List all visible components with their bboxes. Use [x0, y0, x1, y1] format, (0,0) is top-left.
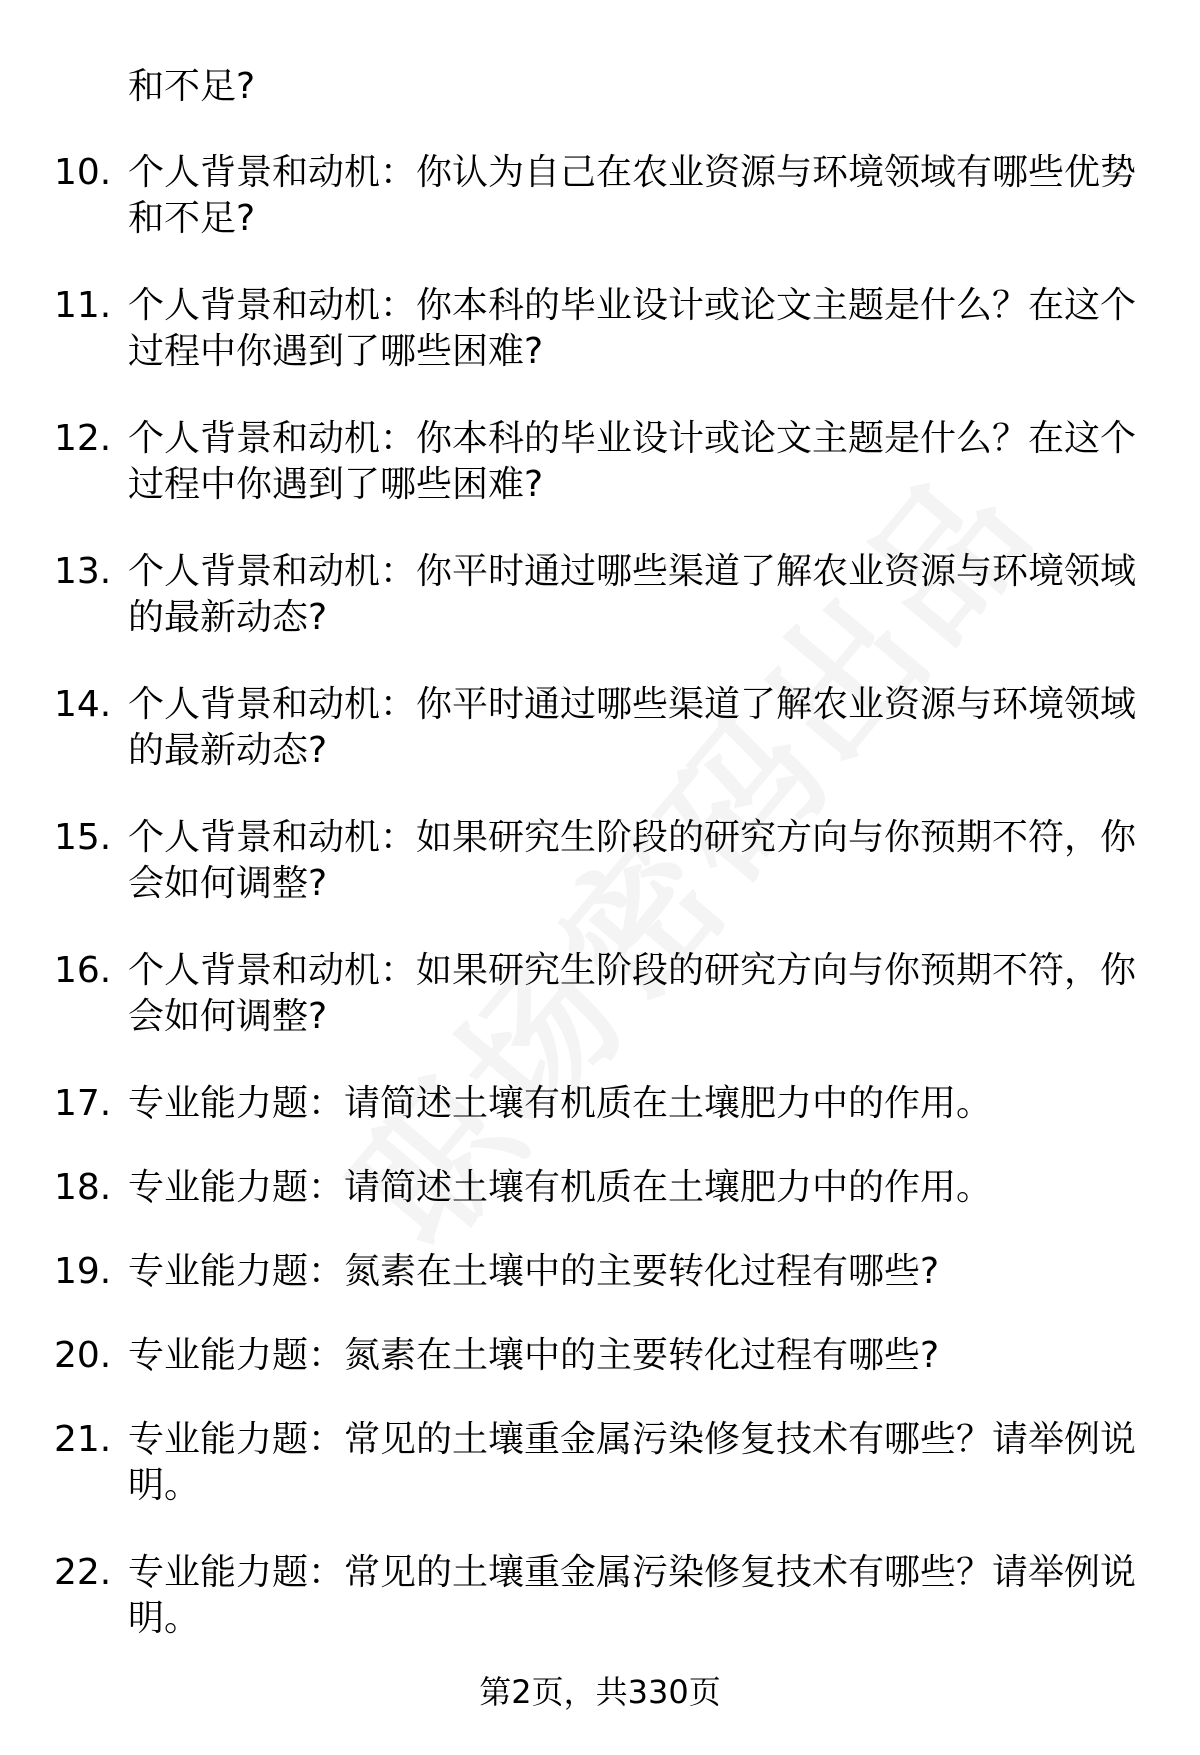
question-number: 18.: [54, 1167, 112, 1208]
question-text: 个人背景和动机：你本科的毕业设计或论文主题是什么？在这个过程中你遇到了哪些困难?: [128, 285, 1137, 372]
question-text: 个人背景和动机：你平时通过哪些渠道了解农业资源与环境领域的最新动态?: [128, 684, 1137, 771]
question-number: 13.: [54, 551, 112, 592]
question-text: 专业能力题：常见的土壤重金属污染修复技术有哪些？请举例说明。: [128, 1552, 1137, 1639]
question-number: 22.: [54, 1552, 112, 1593]
question-number: 21.: [54, 1419, 112, 1460]
question-number: 20.: [54, 1335, 112, 1376]
question-item: [0, 150, 1140, 242]
question-text: 个人背景和动机：你平时通过哪些渠道了解农业资源与环境领域的最新动态?: [128, 551, 1137, 638]
question-item: [0, 1249, 1140, 1295]
question-number: 16.: [54, 950, 112, 991]
question-number: 11.: [54, 285, 112, 326]
question-list: [0, 150, 1200, 1683]
question-number: 19.: [54, 1251, 112, 1292]
question-text: 专业能力题：请简述土壤有机质在土壤肥力中的作用。: [128, 1083, 993, 1124]
question-item: [0, 682, 1140, 774]
question-item: [0, 1333, 1140, 1379]
question-item: [0, 1417, 1140, 1509]
question-text: 专业能力题：常见的土壤重金属污染修复技术有哪些？请举例说明。: [128, 1419, 1137, 1506]
question-item: [0, 1081, 1140, 1127]
question-item: [0, 815, 1140, 907]
question-text: 专业能力题：氮素在土壤中的主要转化过程有哪些?: [128, 1251, 940, 1292]
question-number: 17.: [54, 1083, 112, 1124]
question-item: [0, 283, 1140, 375]
question-item: [0, 549, 1140, 641]
question-text: 个人背景和动机：如果研究生阶段的研究方向与你预期不符，你会如何调整?: [128, 950, 1137, 1037]
continued-text: 和不足?: [128, 66, 256, 107]
question-text: 个人背景和动机：如果研究生阶段的研究方向与你预期不符，你会如何调整?: [128, 817, 1137, 904]
question-number: 15.: [54, 817, 112, 858]
question-text: 专业能力题：请简述土壤有机质在土壤肥力中的作用。: [128, 1167, 993, 1208]
question-item: [0, 416, 1140, 508]
question-number: 10.: [54, 152, 112, 193]
question-item: [0, 1165, 1140, 1211]
question-item: [0, 1550, 1140, 1642]
question-text: 个人背景和动机：你本科的毕业设计或论文主题是什么？在这个过程中你遇到了哪些困难?: [128, 418, 1137, 505]
question-text: 个人背景和动机：你认为自己在农业资源与环境领域有哪些优势和不足?: [128, 152, 1137, 239]
question-number: 12.: [54, 418, 112, 459]
page-footer: 第2页，共330页: [479, 1673, 721, 1711]
question-item: [0, 948, 1140, 1040]
question-number: 14.: [54, 684, 112, 725]
question-text: 专业能力题：氮素在土壤中的主要转化过程有哪些?: [128, 1335, 940, 1376]
